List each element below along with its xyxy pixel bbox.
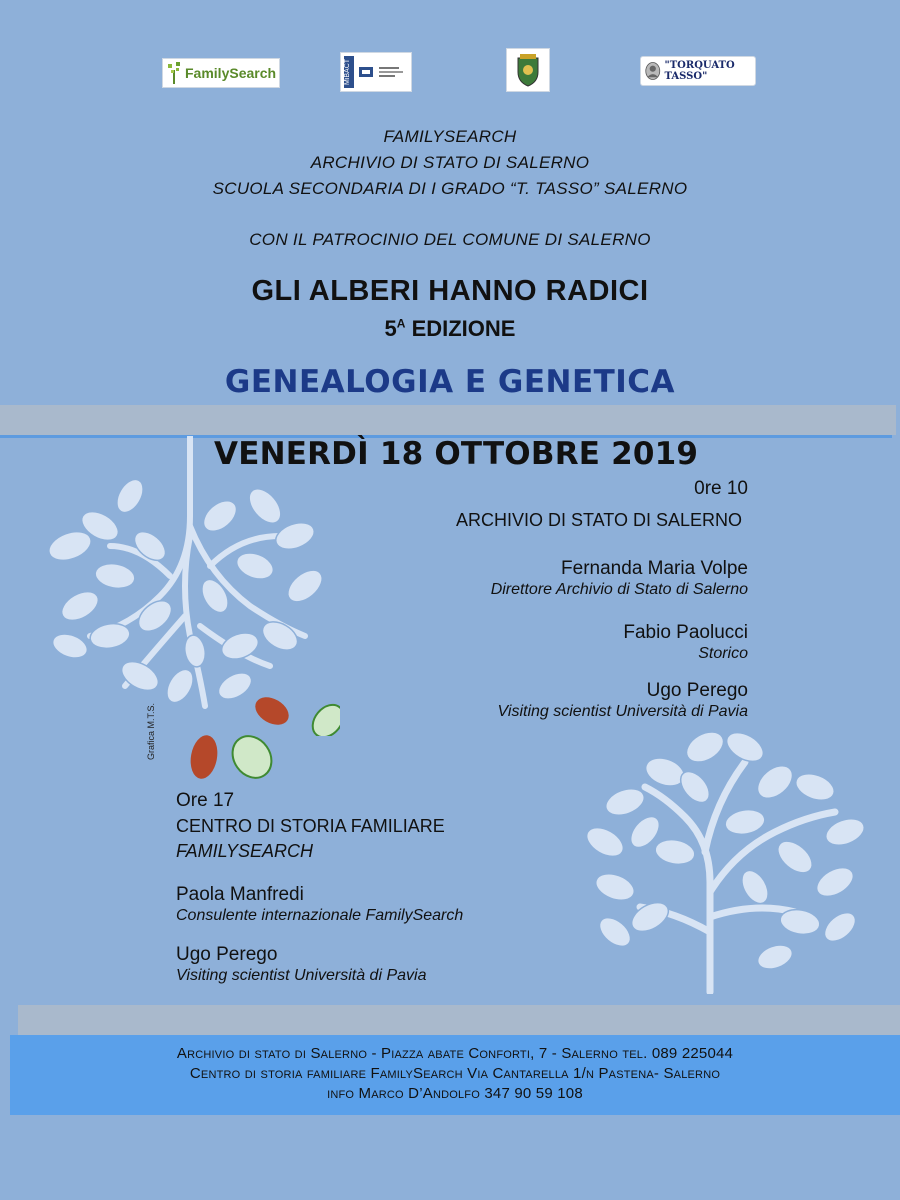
familysearch-logo-text: FamilySearch	[185, 65, 277, 81]
mibact-logo	[340, 52, 412, 92]
tree-logo-icon	[167, 62, 181, 84]
speaker-role: Visiting scientist Università di Pavia	[176, 967, 427, 984]
speaker-role: Visiting scientist Università di Pavia	[497, 703, 748, 720]
organizers-list	[0, 124, 900, 202]
tasso-logo-text: "TORQUATO TASSO"	[664, 60, 735, 82]
speaker-role: Direttore Archivio di Stato di Salerno	[490, 581, 748, 598]
comune-salerno-crest	[506, 48, 550, 92]
morning-time: 0re 10	[694, 478, 748, 499]
leafy-tree-illustration	[585, 732, 870, 994]
graphics-credit: Grafica M.T.S.	[146, 702, 156, 760]
organizer-archivio: ARCHIVIO DI STATO DI SALERNO	[310, 153, 590, 172]
speaker-role: Consulente internazionale FamilySearch	[176, 907, 464, 924]
speaker-role: Storico	[698, 645, 748, 662]
morning-place: ARCHIVIO DI STATO DI SALERNO	[455, 510, 742, 530]
afternoon-org: FAMILYSEARCH	[176, 841, 314, 861]
coat-of-arms-icon	[512, 52, 544, 88]
scuola-tasso-logo	[640, 56, 756, 86]
mibact-logo-band: MiBACT	[344, 56, 354, 88]
afternoon-place: CENTRO DI STORIA FAMILIARE	[176, 816, 445, 836]
afternoon-time: Ore 17	[176, 790, 235, 811]
footer-familysearch-address: Centro di storia familiare FamilySearch Via Cantarella 1/n Pastena- Salerno	[189, 1065, 721, 1082]
patronage-text: CON IL PATROCINIO DEL COMUNE DI SALERNO	[249, 230, 651, 249]
divider-band	[0, 405, 896, 435]
portrait-icon	[645, 59, 661, 83]
speaker-name: Ugo Perego	[176, 944, 278, 965]
footer-info-contact: info Marco D’Andolfo 347 90 59 108	[327, 1085, 583, 1102]
event-date: VENERDÌ 18 OTTOBRE 2019	[214, 436, 699, 472]
footer-divider-band	[18, 1005, 900, 1035]
event-subtitle: GENEALOGIA E GENETICA	[224, 364, 676, 400]
organizer-familysearch: FAMILYSEARCH	[383, 127, 517, 146]
speaker-name: Paola Manfredi	[176, 884, 304, 905]
organizer-scuola: SCUOLA SECONDARIA DI I GRADO “T. TASSO” SALERNO	[212, 179, 688, 198]
tree-leaves	[585, 732, 868, 973]
familysearch-logo	[162, 58, 280, 88]
roots-tree-illustration	[40, 436, 340, 736]
speaker-name: Ugo Perego	[646, 680, 748, 701]
falling-leaves-bottom	[180, 725, 290, 785]
footer-contacts	[10, 1044, 900, 1104]
edition-label: $5^A$ EDIZIONE	[384, 316, 516, 341]
speaker-name: Fabio Paolucci	[623, 622, 748, 643]
archive-emblem-icon	[357, 63, 375, 81]
event-title: GLI ALBERI HANNO RADICI	[251, 275, 649, 307]
speaker-name: Fernanda Maria Volpe	[561, 558, 748, 579]
footer-archivio-address: Archivio di stato di Salerno - Piazza abate Conforti, 7 - Salerno tel. 089 225044	[176, 1045, 734, 1062]
